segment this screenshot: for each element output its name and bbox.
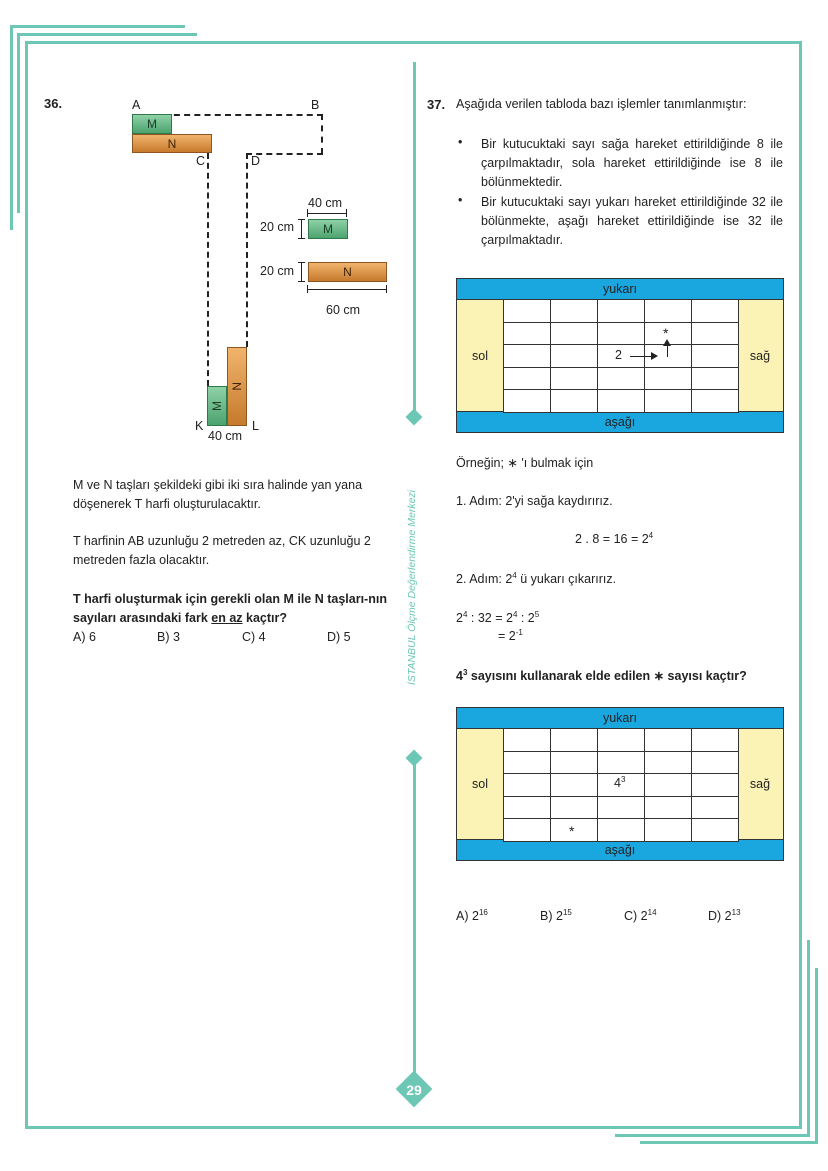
- q37-option-a[interactable]: A) $2^{16}$: [456, 907, 488, 923]
- grid-cell: [691, 299, 739, 323]
- q37-eq1: 2 . $8 = 16 = 2^4$: [575, 530, 654, 546]
- label-a: A: [132, 98, 141, 112]
- dim-bottom: 40 cm: [208, 429, 243, 443]
- grid2-left: sol: [456, 728, 504, 840]
- grid-cell: [644, 299, 692, 323]
- dim-20-n: 20 cm: [260, 264, 295, 278]
- grid-cell: [550, 773, 598, 797]
- grid1-top-bar: yukarı: [456, 278, 784, 300]
- page-number: 29: [406, 1082, 422, 1098]
- grid-cell: [550, 389, 598, 413]
- grid-cell: [503, 796, 551, 820]
- grid2-bottom-bar: aşağı: [456, 839, 784, 861]
- grid1-star: *: [663, 325, 669, 341]
- q36-option-b[interactable]: B) 3: [157, 630, 180, 644]
- grid-cell: [503, 367, 551, 391]
- q36-text1: M ve N taşları şekildeki gibi iki sıra halinde yan yana döşenerek T harfi oluşturulacaktır.: [73, 478, 363, 511]
- q37-step2: 2. Adım: $2^4$ ü yukarı çıkarırız.: [456, 570, 617, 586]
- grid-cell: [550, 751, 598, 775]
- label-k: K: [195, 419, 204, 433]
- grid-cell: [644, 367, 692, 391]
- bullet-dot-1: •: [458, 135, 463, 149]
- label-d: D: [251, 154, 261, 168]
- grid-cell: [691, 344, 739, 368]
- grid-cell: [550, 299, 598, 323]
- q37-bullet2: Bir kutucuktaki sayı yukarı hareket ettirildiğinde 32 ile bölünmekte, aşağı hareket ettirildiğinde ise 32 ile çarpılmaktadır.: [481, 195, 783, 247]
- side-publisher-text: İSTANBUL Ölçme Değerlendirme Merkezi: [406, 489, 418, 686]
- tile-n-top: N: [132, 134, 212, 153]
- tile-m-bottom: M: [207, 386, 227, 426]
- grid-cell: [597, 389, 645, 413]
- grid-cell: [644, 796, 692, 820]
- grid1-number: 2: [615, 348, 622, 362]
- grid1-right: sağ: [736, 299, 784, 412]
- grid-cell: [597, 796, 645, 820]
- grid-cell: [644, 389, 692, 413]
- grid-cell: [597, 751, 645, 775]
- grid2-number: $4^3$: [614, 774, 626, 790]
- bullet-dot-2: •: [458, 193, 463, 207]
- grid-cell: [644, 728, 692, 752]
- grid-cell: [644, 773, 692, 797]
- dim-20-m: 20 cm: [260, 220, 295, 234]
- grid2-top-bar: yukarı: [456, 707, 784, 729]
- q36-option-d[interactable]: D) 5: [327, 630, 351, 644]
- grid-cell: [550, 367, 598, 391]
- q37-option-b[interactable]: B) $2^{15}$: [540, 907, 572, 923]
- grid-cell: [550, 796, 598, 820]
- q37-option-d[interactable]: D) $2^{13}$: [708, 907, 741, 923]
- grid-cell: [597, 818, 645, 842]
- grid-cell: [644, 818, 692, 842]
- grid-cell: [644, 751, 692, 775]
- grid-cell: [691, 367, 739, 391]
- grid-cell: [503, 344, 551, 368]
- grid-cell: [503, 728, 551, 752]
- q37-eq3: = $2^{-1}$: [498, 627, 523, 643]
- q36-text2: T harfinin AB uzunluğu 2 metreden az, CK uzunluğu 2 metreden fazla olacaktır.: [73, 534, 371, 567]
- q37-eq2: $2^4$ : $32 = 2^4$ : $2^5$: [456, 609, 540, 625]
- grid-cell: [691, 796, 739, 820]
- grid-cell: [691, 818, 739, 842]
- q36-question: T harfi oluşturmak için gerekli olan M ile N taşları-nın sayıları arasındaki fark en az kaçtır?: [73, 592, 387, 625]
- grid-cell: [691, 751, 739, 775]
- grid-cell: [550, 344, 598, 368]
- q36-option-a[interactable]: A) 6: [73, 630, 96, 644]
- grid1-left: sol: [456, 299, 504, 412]
- grid-cell: [597, 299, 645, 323]
- label-c: C: [196, 154, 206, 168]
- q37-example: Örneğin; ∗ 'ı bulmak için: [456, 456, 594, 470]
- tile-n-bottom: N: [227, 347, 247, 426]
- grid-cell: [550, 322, 598, 346]
- label-b: B: [311, 98, 320, 112]
- dim-60: 60 cm: [326, 303, 361, 317]
- grid2-right: sağ: [736, 728, 784, 840]
- grid-cell: [503, 299, 551, 323]
- grid1-bottom-bar: aşağı: [456, 411, 784, 433]
- dim-40: 40 cm: [308, 196, 343, 210]
- grid-cell: [550, 728, 598, 752]
- q36-number: 36.: [44, 96, 63, 111]
- grid-cell: [691, 389, 739, 413]
- grid-cell: [503, 322, 551, 346]
- grid-cell: [597, 367, 645, 391]
- q36-option-c[interactable]: C) 4: [242, 630, 266, 644]
- grid-cell: [503, 818, 551, 842]
- grid-cell: [597, 728, 645, 752]
- q37-bullet1: Bir kutucuktaki sayı sağa hareket ettirildiğinde 8 ile çarpılmaktadır, sola hareket ettirildiğinde ise 8 ile bölünmektedir.: [481, 137, 783, 189]
- q37-question: $4^3$ sayısını kullanarak elde edilen ∗ sayısı kaçtır?: [456, 667, 747, 683]
- grid-cell: [503, 751, 551, 775]
- grid-cell: [597, 322, 645, 346]
- grid-cell: [691, 773, 739, 797]
- tile-m-top: M: [132, 114, 172, 134]
- grid-cell: [503, 389, 551, 413]
- grid-cell: [691, 322, 739, 346]
- grid-cell: [503, 773, 551, 797]
- q37-option-c[interactable]: C) $2^{14}$: [624, 907, 657, 923]
- legend-tile-n: N: [308, 262, 387, 282]
- grid2-star: *: [569, 823, 575, 839]
- label-l: L: [252, 419, 259, 433]
- q37-number: 37.: [427, 97, 446, 112]
- q37-intro: Aşağıda verilen tabloda bazı işlemler tanımlanmıştır:: [456, 97, 747, 111]
- legend-tile-m: M: [308, 219, 348, 239]
- grid-cell: [691, 728, 739, 752]
- q37-step1: 1. Adım: 2'yi sağa kaydırırız.: [456, 494, 613, 508]
